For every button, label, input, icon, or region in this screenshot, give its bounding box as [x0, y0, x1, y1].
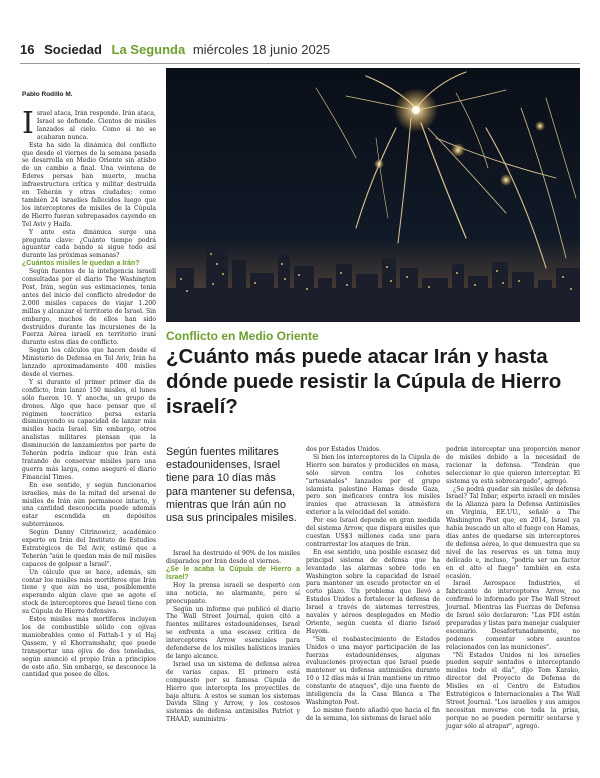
subheading: ¿Cuántos misiles le quedan a Irán?: [22, 260, 140, 268]
paragraph-text: srael ataca, Irán responde. Irán ataca, Israel se defiende. Cientos de misiles lanzados al cielo. Como si no se acabaran nunca.: [36, 110, 156, 141]
article-photo: [166, 68, 580, 322]
article-kicker: Conflicto en Medio Oriente: [166, 329, 319, 343]
paragraph: Y ante esta dinámica surge una pregunta clave: ¿Cuánto tiempo podrá aguantar cada bando si sigue todo así durante las próximas semanas?: [22, 228, 156, 260]
paragraph: dos por Estados Unidos.: [306, 446, 381, 453]
byline: Pablo Rodillo M.: [22, 91, 73, 98]
page-number: 16: [20, 42, 35, 57]
paragraph: Por eso Israel depende en gran medida del sistema Arrow, que dispara misiles que cuestan US$3 millones cada uno para contrarrestar los ataques de Irán.: [306, 517, 440, 548]
paragraph: Esta ha sido la dinámica del conflicto que desde el viernes de la semana pasada se desarrolla en Medio Oriente sin atisbo de un cambio a final. Una veintena de Ederes persas han muerto, mucha infraestructura crítica y militar destruida en Teherán y otras ciudades; como también 24 israelíes fallecidos luego que los interceptores de misiles de la Cúpula de Hierro fueran sobrepasados cayendo en Tel Aviv y Haifa.: [22, 141, 156, 228]
article-headline: ¿Cuánto más puede atacar Irán y hasta dónde puede resistir la Cúpula de Hierro israelí?: [166, 345, 562, 418]
paragraph: En ese sentido, una posible escasez del principal sistema de defensa que ha levantado las alarmas sobre todo en Washington sobre la capacidad de Israel para mantener un escudo protector en el corto plazo. Un problema que llevó a Estados Unidos a fortalecer la defensa de Israel a través de sistemas terrestres, navales y aéreos desplegados en Medio Oriente, según cuenta el diario Israel Hayom.: [306, 548, 440, 635]
paragraph: Según un informe que publicó el diario The Wall Street Journal, quien citó a fuentes militares estadounidenses, Israel se enfrenta a una escasez crítica de interceptores Arrow esenciales para defenderse de los misiles balísticos iraníes de largo alcance.: [166, 605, 300, 660]
night-sky-missile-interceptions-image: [166, 68, 580, 322]
paragraph: "Sin el reabastecimiento de Estados Unidos o una mayor participación de las fuerzas estadounidenses, algunas evaluaciones proyectan que Israel puede mantener su defensa antimisiles durante 10 o 12 días más si Irán mantiene un ritmo constante de ataques", dijo una fuente de inteligencia de la Casa Blanca a The Washington Post.: [306, 635, 440, 706]
paragraph: Si bien los interceptores de la Cúpula de Hierro son baratos y producidos en masa, sólo sirven contra los cohetes "artesanales" lanzados por el grupo islamista palestino Hamas desde Gaza, pero son ineficaces contra los misiles iraníes que atraviesan la atmósfera exterior a la velocidad del sonido.: [306, 453, 440, 517]
paragraph: "Ni Estados Unidos ni los israelíes pueden seguir sentados e interceptando misiles todo el día", dijo Tom Karako, director del Proyecto de Defensa de Misiles en el Centro de Estudios Estratégicos e Internacionales a The Wall Street Journal. "Los israelíes y sus amigos necesitan moverse con toda la prisa, porque no se pueden permitir sentarse y jugar sólo al atrapar", agregó.: [446, 651, 580, 730]
header-divider: [20, 63, 580, 64]
paragraph: Y si durante el primer primer día de conflicto, Irán lanzó 150 misiles, el lunes sólo fueron 10. Y anoche, un grupo de drones. Algo que hace pensar que el régimen teocrático persa estaría disminuyendo su capacidad de lanzar más misiles hacia Israel. Sin embargo, otros analistas militares piensan que la disminución de lanzamientos por parte de Teherán podría indicar que Irán está tratando de conservar misiles para una guerra más larga, como aseguró el diario Financial Times.: [22, 378, 156, 481]
paragraph: Lo mismo fuente añadió que hacia el fin de la semana, los sistemas de Israel sólo: [306, 706, 440, 722]
newspaper-name: La Segunda: [111, 42, 186, 57]
drop-cap: I: [22, 106, 34, 141]
section-name: Sociedad: [44, 42, 102, 57]
issue-date: miércoles 18 junio 2025: [192, 42, 331, 57]
paragraph: Según Danny Citrinowicz, académico experto en Irán del Instituto de Estudios Estratégicos de Tel Aviv, estimó que a Teherán "aún le quedan más de mil misiles capaces de golpear a Israel".: [22, 529, 156, 568]
paragraph: Un cálculo que se hace, además, sin contar los misiles más mortíferos que Irán tiene y que aún no usa, posiblemente esperando algún clave que se agote el stock de interceptores que Israel tiene con su Cúpula de Hierro defensiva.: [22, 568, 156, 616]
article-column-3: [306, 446, 440, 723]
paragraph: En ese sentido, y según funcionarios israelíes, más de la mitad del arsenal de misiles de Irán aún permanece intacto, y una cantidad desconocida puede además estar escondida en depósitos subterráneos.: [22, 481, 156, 529]
page-header: [20, 40, 580, 60]
paragraph: Según los cálculos que hacen desde el Ministerio de Defensa en Tel Aviv, Irán ha lanzado aproximadamente 400 misiles desde el viernes.: [22, 347, 156, 378]
paragraph: Hoy la prensa israelí se despertó con una noticia, no alarmante, pero sí preocupante.: [166, 581, 300, 605]
paragraph: Israel Aerospace Industries, el fabricante de interceptores Arrow, no confirmó lo informado por The Wall Street Journal. Mientras las Fuerzas de Defensa de Israel sólo declararon: "Las FDI están preparadas y listas para manejar cualquier escenario. Desafortunadamente, no podemos comentar sobre asuntos relacionados con las municiones".: [446, 580, 580, 651]
paragraph: podrán interceptar una proporción menor de misiles debido a la necesidad de racionar la defensa. "Tendrán que seleccionar lo que quieren interceptar. El sistema ya está sobrecargado", agregó.: [446, 446, 580, 485]
article-column-1: [22, 106, 156, 679]
article-column-2: [166, 550, 300, 724]
lead-paragraph: [22, 106, 156, 142]
article-column-4: [446, 446, 580, 731]
subheading: ¿Se le acaba la Cúpula de Hierro a Israel?: [166, 565, 300, 581]
paragraph: Según fuentes de la inteligencia israelí consultadas por el diario The Washington Post, Irán, según sus estimaciones, tenía antes del inicio del conflicto alrededor de 2.000 misiles capaces de viajar 1.200 millas y alcanzar el territorio de Israel. Sin embargo, muchos de ellos han sido destruidos durante las incursiones de la Fuerza Aérea israelí en territorio iraní durante estos días de conflicto.: [22, 268, 156, 347]
article-summary: Según fuentes militares estadounidenses, Israel tiene para 10 días más para mantener su defensa, mientras que Irán aún no usa sus principales misiles.: [166, 446, 297, 525]
paragraph: Estos misiles más mortíferos incluyen los de combustible sólido con ojivas maniobrables como el Fattah-1 y el Haj Qassem, y el Khorramshahr, que puede transportar una ojiva de dos toneladas, según anunció el propio Irán a principios de este año. Sin embargo, se desconoce la cantidad que posee de ellos.: [22, 616, 156, 679]
paragraph: Israel ha destruido el 90% de los misiles disparados por Irán desde el viernes.: [166, 550, 300, 565]
paragraph: ¿Se podrá quedar sin misiles de defensa Israel? Tal Inbar, experto israelí en misiles de la Alianza para la Defensa Antimisiles en Virginia, EE.UU., señaló a The Washington Post que, en 2014, Israel ya había buscado un alto el fuego con Hamas, días antes de quedarse sin interceptores de defensa aérea, lo que demuestra que su nivel de las reservas es un tema muy delicado e, incluso, "podría ser un factor en el alto el fuego" también en esta ocasión.: [446, 485, 580, 580]
paragraph: Israel usa un sistema de defensa aérea de varias capas. El primero está compuesto por su famosa Cúpula de Hierro que intercepta los proyectiles de baja altura. A estos se suman los sistemas Davids Sling y Arrow, y los costosos sistemas de defensa antimisiles Patriot y THAAD, suministra-: [166, 660, 300, 724]
